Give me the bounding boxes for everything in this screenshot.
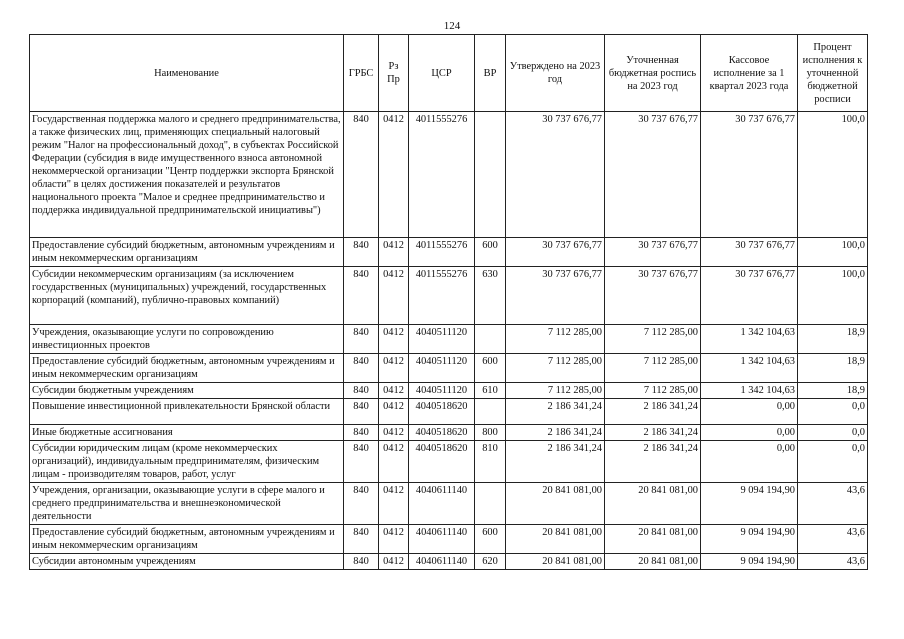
cell-cash: 0,00: [701, 425, 798, 441]
cell-grbs: 840: [344, 267, 379, 325]
cell-name: Субсидии автономным учреждениям: [30, 554, 344, 570]
cell-cash: 0,00: [701, 399, 798, 425]
cell-refined: 2 186 341,24: [605, 425, 701, 441]
cell-csr: 4040518620: [409, 441, 475, 483]
cell-grbs: 840: [344, 525, 379, 554]
table-row: [30, 525, 868, 554]
cell-grbs: 840: [344, 483, 379, 525]
cell-percent: 18,9: [798, 354, 868, 383]
cell-csr: 4040518620: [409, 425, 475, 441]
cell-vr: 620: [475, 554, 506, 570]
cell-rzpr: 0412: [379, 525, 409, 554]
cell-cash: 30 737 676,77: [701, 267, 798, 325]
cell-rzpr: 0412: [379, 238, 409, 267]
cell-grbs: 840: [344, 354, 379, 383]
cell-cash: 1 342 104,63: [701, 354, 798, 383]
cell-csr: 4040511120: [409, 383, 475, 399]
cell-grbs: 840: [344, 441, 379, 483]
cell-name: Предоставление субсидий бюджетным, автономным учреждениям и иным некоммерческим организациям: [30, 525, 344, 554]
cell-grbs: 840: [344, 238, 379, 267]
cell-name: Учреждения, оказывающие услуги по сопровождению инвестиционных проектов: [30, 325, 344, 354]
cell-approved: 20 841 081,00: [506, 483, 605, 525]
cell-refined: 20 841 081,00: [605, 525, 701, 554]
cell-name: Иные бюджетные ассигнования: [30, 425, 344, 441]
cell-cash: 9 094 194,90: [701, 525, 798, 554]
cell-vr: [475, 483, 506, 525]
table-row: [30, 267, 868, 325]
cell-csr: 4040611140: [409, 525, 475, 554]
cell-name: Субсидии юридическим лицам (кроме некоммерческих организаций), индивидуальным предпринимателям, физическим лицам - производителям товаров, работ, услуг: [30, 441, 344, 483]
cell-name: Предоставление субсидий бюджетным, автономным учреждениям и иным некоммерческим организациям: [30, 354, 344, 383]
cell-vr: 600: [475, 354, 506, 383]
cell-cash: 1 342 104,63: [701, 383, 798, 399]
table-header-row: [30, 35, 868, 112]
budget-execution-table: [29, 34, 868, 570]
cell-approved: 2 186 341,24: [506, 441, 605, 483]
cell-approved: 7 112 285,00: [506, 383, 605, 399]
cell-csr: 4040611140: [409, 483, 475, 525]
cell-csr: 4040518620: [409, 399, 475, 425]
cell-percent: 43,6: [798, 483, 868, 525]
cell-cash: 30 737 676,77: [701, 112, 798, 238]
cell-name: Субсидии бюджетным учреждениям: [30, 383, 344, 399]
page-number: 124: [443, 20, 461, 32]
cell-csr: 4040611140: [409, 554, 475, 570]
cell-name: Предоставление субсидий бюджетным, автономным учреждениям и иным некоммерческим организациям: [30, 238, 344, 267]
cell-percent: 100,0: [798, 267, 868, 325]
table-row: [30, 399, 868, 425]
cell-rzpr: 0412: [379, 441, 409, 483]
cell-vr: [475, 112, 506, 238]
cell-rzpr: 0412: [379, 325, 409, 354]
cell-percent: 0,0: [798, 425, 868, 441]
cell-rzpr: 0412: [379, 554, 409, 570]
header-cash: Кассовое исполнение за 1 квартал 2023 года: [701, 35, 798, 112]
cell-approved: 7 112 285,00: [506, 325, 605, 354]
cell-rzpr: 0412: [379, 267, 409, 325]
cell-name: Повышение инвестиционной привлекательности Брянской области: [30, 399, 344, 425]
cell-grbs: 840: [344, 112, 379, 238]
header-rzpr: Рз Пр: [379, 35, 409, 112]
cell-approved: 2 186 341,24: [506, 399, 605, 425]
table-row: [30, 383, 868, 399]
header-vr: ВР: [475, 35, 506, 112]
cell-percent: 43,6: [798, 554, 868, 570]
table-row: [30, 554, 868, 570]
cell-rzpr: 0412: [379, 354, 409, 383]
cell-vr: 600: [475, 238, 506, 267]
table-row: [30, 425, 868, 441]
cell-percent: 18,9: [798, 383, 868, 399]
cell-grbs: 840: [344, 554, 379, 570]
cell-vr: 800: [475, 425, 506, 441]
cell-percent: 0,0: [798, 441, 868, 483]
cell-refined: 7 112 285,00: [605, 383, 701, 399]
cell-grbs: 840: [344, 425, 379, 441]
cell-rzpr: 0412: [379, 399, 409, 425]
cell-name: Учреждения, организации, оказывающие услуги в сфере малого и среднего предпринимательства и внешнеэкономической деятельности: [30, 483, 344, 525]
cell-refined: 2 186 341,24: [605, 399, 701, 425]
table-row: [30, 354, 868, 383]
cell-percent: 18,9: [798, 325, 868, 354]
cell-vr: 630: [475, 267, 506, 325]
cell-csr: 4040511120: [409, 325, 475, 354]
cell-grbs: 840: [344, 399, 379, 425]
cell-percent: 100,0: [798, 112, 868, 238]
cell-rzpr: 0412: [379, 383, 409, 399]
cell-approved: 20 841 081,00: [506, 525, 605, 554]
header-csr: ЦСР: [409, 35, 475, 112]
cell-approved: 20 841 081,00: [506, 554, 605, 570]
cell-refined: 20 841 081,00: [605, 554, 701, 570]
table-row: [30, 483, 868, 525]
cell-grbs: 840: [344, 325, 379, 354]
cell-refined: 7 112 285,00: [605, 354, 701, 383]
cell-cash: 30 737 676,77: [701, 238, 798, 267]
header-percent: Процент исполнения к уточненной бюджетной росписи: [798, 35, 868, 112]
cell-percent: 43,6: [798, 525, 868, 554]
cell-csr: 4011555276: [409, 112, 475, 238]
cell-grbs: 840: [344, 383, 379, 399]
cell-vr: 600: [475, 525, 506, 554]
cell-vr: [475, 399, 506, 425]
cell-csr: 4011555276: [409, 238, 475, 267]
cell-vr: [475, 325, 506, 354]
cell-refined: 20 841 081,00: [605, 483, 701, 525]
header-refined: Уточненная бюджетная роспись на 2023 год: [605, 35, 701, 112]
cell-rzpr: 0412: [379, 425, 409, 441]
cell-csr: 4011555276: [409, 267, 475, 325]
cell-approved: 30 737 676,77: [506, 112, 605, 238]
header-grbs: ГРБС: [344, 35, 379, 112]
table-row: [30, 325, 868, 354]
cell-rzpr: 0412: [379, 483, 409, 525]
cell-refined: 30 737 676,77: [605, 112, 701, 238]
cell-vr: 610: [475, 383, 506, 399]
cell-percent: 0,0: [798, 399, 868, 425]
cell-percent: 100,0: [798, 238, 868, 267]
cell-rzpr: 0412: [379, 112, 409, 238]
table-row: [30, 112, 868, 238]
cell-refined: 7 112 285,00: [605, 325, 701, 354]
table-body: [30, 112, 868, 570]
cell-name: Государственная поддержка малого и среднего предпринимательства, а также физических лиц, применяющих специальный налоговый режим "Налог на профессиональный доход", в субъектах Российской Федерации (субсидия в виде имущественного взноса автономной некоммерческой организации "Центр поддержки экспорта Брянской области" в целях достижения показателей и результатов национального проекта "Малое и среднее предпринимательство и поддержка индивидуальной предпринимательской инициативы"): [30, 112, 344, 238]
cell-name: Субсидии некоммерческим организациям (за исключением государственных (муниципальных) учреждений, государственных корпораций (компаний), публично-правовых компаний): [30, 267, 344, 325]
cell-csr: 4040511120: [409, 354, 475, 383]
cell-refined: 30 737 676,77: [605, 267, 701, 325]
header-approved: Утверждено на 2023 год: [506, 35, 605, 112]
cell-cash: 9 094 194,90: [701, 554, 798, 570]
header-name: Наименование: [30, 35, 344, 112]
cell-approved: 30 737 676,77: [506, 267, 605, 325]
table-row: [30, 238, 868, 267]
cell-cash: 1 342 104,63: [701, 325, 798, 354]
cell-approved: 2 186 341,24: [506, 425, 605, 441]
cell-cash: 0,00: [701, 441, 798, 483]
cell-approved: 30 737 676,77: [506, 238, 605, 267]
cell-refined: 2 186 341,24: [605, 441, 701, 483]
cell-refined: 30 737 676,77: [605, 238, 701, 267]
cell-cash: 9 094 194,90: [701, 483, 798, 525]
table-row: [30, 441, 868, 483]
cell-vr: 810: [475, 441, 506, 483]
cell-approved: 7 112 285,00: [506, 354, 605, 383]
